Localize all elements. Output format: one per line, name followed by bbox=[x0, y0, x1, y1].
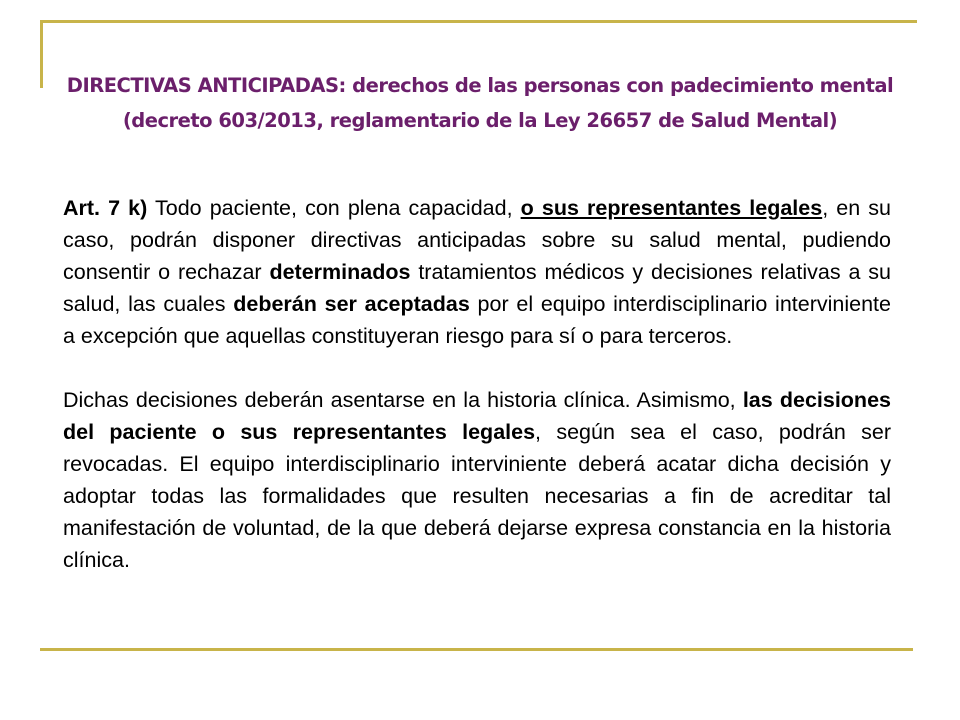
paragraph-article bbox=[63, 192, 891, 352]
body-text bbox=[63, 192, 891, 576]
text-span: , según sea el caso, podrán ser revocadas. El equipo interdisciplinario interviniente deberá acatar dicha decisión y adoptar todas las formalidades que resulten necesarias a fin de acreditar tal manifestación de voluntad, de la que deberá dejarse expresa constancia en la historia clínica. bbox=[63, 420, 891, 572]
slide-title: DIRECTIVAS ANTICIPADAS: derechos de las personas con padecimiento mental (decreto 603/2013, reglamentario de la Ley 26657 de Salud Mental) bbox=[66, 74, 894, 132]
text-span: , en su caso, podrán disponer directivas anticipadas sobre su salud mental, pudiendo consentir o rechazar bbox=[63, 196, 891, 284]
top-rule bbox=[40, 20, 917, 23]
text-span: Todo paciente, con plena capacidad, bbox=[147, 196, 521, 220]
text-span: tratamientos médicos y decisiones relativas a su salud, las cuales bbox=[63, 260, 891, 316]
text-span: por el equipo interdisciplinario interviniente a excepción que aquellas constituyeran riesgo para sí o para terceros. bbox=[63, 292, 891, 348]
bottom-rule bbox=[40, 648, 913, 651]
left-rule bbox=[40, 20, 43, 88]
emphasis-accepted: deberán ser aceptadas bbox=[233, 292, 470, 316]
emphasis-determined: determinados bbox=[269, 260, 411, 284]
emphasis-decisions: las decisiones del paciente o sus representantes legales bbox=[63, 388, 891, 444]
emphasis-representatives: o sus representantes legales bbox=[520, 196, 823, 220]
text-span: Dichas decisiones deberán asentarse en la historia clínica. Asimismo, bbox=[63, 388, 743, 412]
paragraph-decisions bbox=[63, 384, 891, 576]
article-reference: Art. 7 k) bbox=[63, 196, 148, 220]
